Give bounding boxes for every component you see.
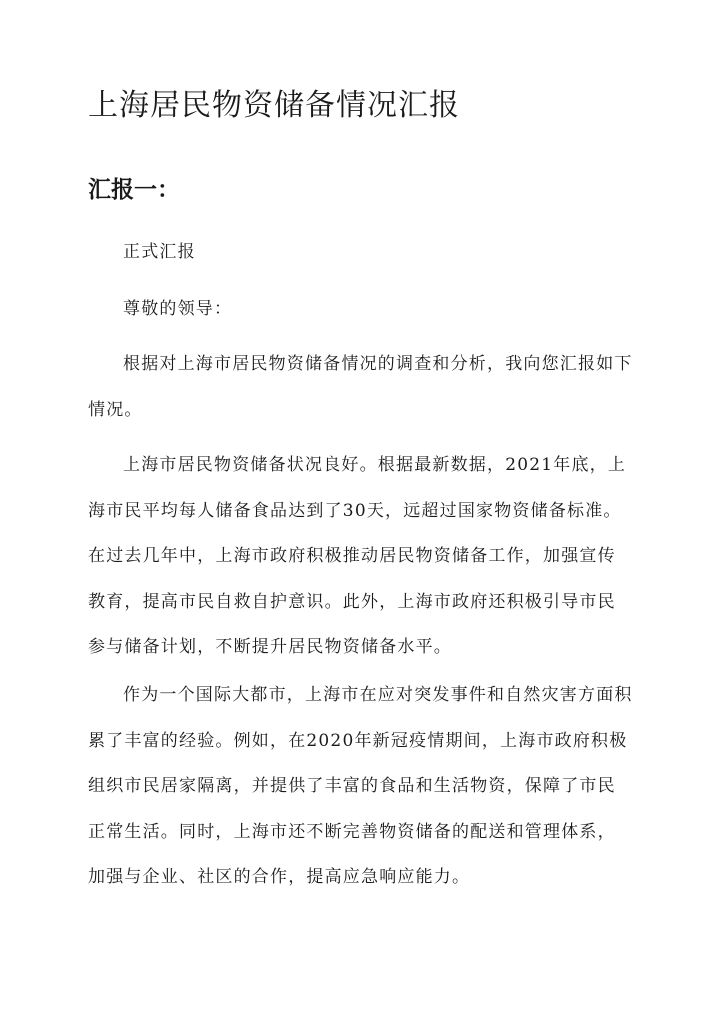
paragraph-opening: 正式汇报 bbox=[123, 242, 196, 262]
paragraph-experience: 作为一个国际大都市，上海市在应对突发事件和自然灾害方面积累了丰富的经验。例如，在2020年新冠疫情期间，上海市政府积极组织市民居家隔离，并提供了丰富的食品和生活物资，保障了市民正常生活。同时，上海市还不断完善物资储备的配送和管理体系，加强与企业、社区的合作，提高应急响应能力。 bbox=[88, 685, 633, 887]
document-title: 上海居民物资储备情况汇报 bbox=[88, 88, 460, 123]
section-heading: 汇报一： bbox=[88, 176, 180, 203]
paragraph-status: 上海市居民物资储备状况良好。根据最新数据，2021年底，上海市民平均每人储备食品达到了30天，远超过国家物资储备标准。在过去几年中，上海市政府积极推动居民物资储备工作，加强宣传教育，提高市民自救自护意识。此外，上海市政府还积极引导市民参与储备计划，不断提升居民物资储备水平。 bbox=[88, 455, 627, 657]
paragraph-salutation: 尊敬的领导： bbox=[123, 299, 233, 319]
paragraph-intro: 根据对上海市居民物资储备情况的调查和分析，我向您汇报如下情况。 bbox=[88, 354, 633, 420]
